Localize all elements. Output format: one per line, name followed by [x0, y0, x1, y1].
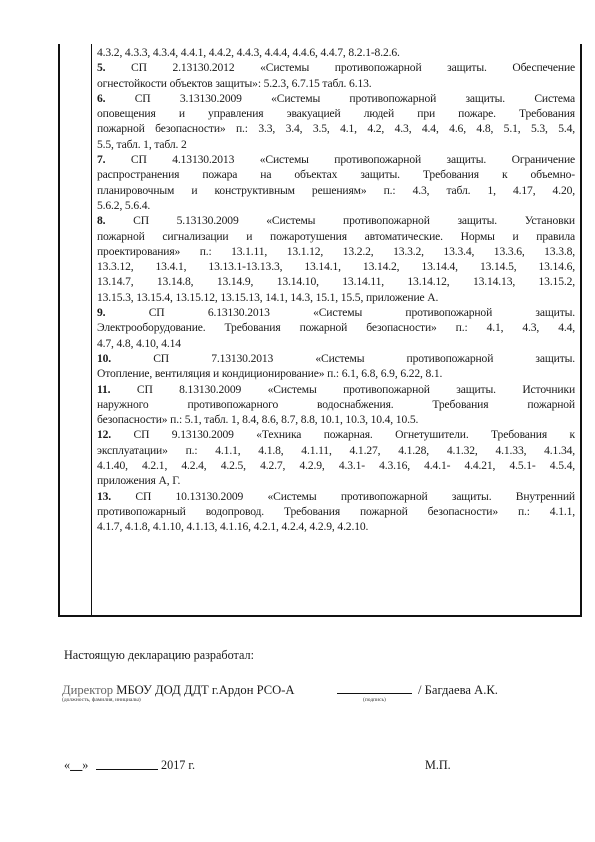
item-number: 10. [97, 351, 112, 365]
list-item-heading [97, 489, 575, 504]
list-item-line [97, 458, 575, 473]
item-number: 11. [97, 382, 111, 396]
table-column-divider [91, 44, 92, 617]
list-item-heading [97, 351, 575, 366]
list-item-line [97, 45, 575, 60]
item-text: СП 5.13130.2009 «Системы противопожарной защиты. Установки [105, 214, 575, 228]
item-number: 8. [97, 214, 106, 228]
list-item-line [97, 106, 575, 121]
item-text: пожарной безопасности» п.: 3.3, 3.4, 3.5, 4.1, 4.2, 4.3, 4.4, 4.6, 4.8, 5.1, 5.3, 5.4, [97, 122, 575, 136]
date-year: 2017 г. [161, 758, 196, 772]
director-role: Директор [62, 683, 114, 697]
list-item-line [97, 121, 575, 136]
list-item-line [97, 183, 575, 198]
item-text: 13.15.3, 13.15.4, 13.15.12, 13.15.13, 14.1, 14.3, 15.1, 15.5, приложение А. [97, 290, 439, 304]
list-item-line [97, 519, 575, 534]
item-text: 4.3.2, 4.3.3, 4.3.4, 4.4.1, 4.4.2, 4.4.3, 4.4.4, 4.4.6, 4.4.7, 8.2.1-8.2.6. [97, 46, 400, 59]
list-item-heading [97, 152, 575, 167]
list-item-heading [97, 305, 575, 320]
item-text: противопожарный водопровод. Требования пожарной безопасности» п.: 4.1.1, [97, 504, 575, 518]
item-number: 12. [97, 428, 112, 442]
list-item-line [97, 76, 575, 91]
item-number: 6. [97, 91, 106, 105]
list-item-heading [97, 213, 575, 228]
item-text: планировочным и конструктивным решениям» п.: 4.3, табл. 1, 4.17, 4.20, [97, 183, 575, 197]
list-item-line [97, 412, 575, 427]
item-text: СП 9.13130.2009 «Техника пожарная. Огнетушители. Требования к [111, 428, 575, 442]
item-text: приложения А, Г. [97, 474, 181, 488]
item-text: безопасности» п.: 5.1, табл. 1, 8.4, 8.6, 8.7, 8.8, 10.1, 10.3, 10.4, 10.5. [97, 413, 419, 427]
item-text: проектирования» п.: 13.1.11, 13.1.12, 13.2.2, 13.3.2, 13.3.4, 13.3.6, 13.3.8, [97, 244, 575, 258]
item-text: наружного противопожарного водоснабжения. Требования пожарной [97, 397, 575, 411]
item-text: Электрооборудование. Требования пожарной безопасности» п.: 4.1, 4.3, 4.4, [97, 321, 575, 335]
date-quote-open: « [64, 758, 71, 772]
item-number: 9. [97, 306, 106, 320]
list-item-line [97, 320, 575, 335]
item-text: распространения пожара на объектах защиты. Требования к объемно- [97, 168, 575, 182]
item-text: 13.14.7, 13.14.8, 13.14.9, 13.14.10, 13.14.11, 13.14.12, 13.14.13, 13.15.2, [97, 275, 575, 289]
item-text: огнестойкости объектов защиты»: 5.2.3, 6.7.15 табл. 6.13. [97, 76, 372, 90]
list-item-line [97, 198, 575, 213]
item-text: СП 2.13130.2012 «Системы противопожарной защиты. Обеспечение [105, 61, 575, 75]
item-text: СП 7.13130.2013 «Системы противопожарной защиты. [111, 351, 575, 365]
signature-caption: (подпись) [363, 697, 386, 703]
item-text: СП 10.13130.2009 «Системы противопожарной защиты. Внутренний [111, 489, 575, 503]
list-item-line [97, 443, 575, 458]
list-item-line [97, 274, 575, 289]
item-text: оповещения и управления эвакуацией людей при пожаре. Требования [97, 107, 575, 121]
date-month-line [96, 769, 158, 770]
item-number: 13. [97, 489, 112, 503]
list-item-heading [97, 60, 575, 75]
list-item-line [97, 504, 575, 519]
list-item-line [97, 167, 575, 182]
item-text: СП 8.13130.2009 «Системы противопожарной защиты. Источники [110, 382, 575, 396]
item-text: эксплуатации» п.: 4.1.1, 4.1.8, 4.1.11, 4.1.27, 4.1.28, 4.1.32, 4.1.33, 4.1.34, [97, 443, 575, 457]
list-item-line [97, 473, 575, 488]
item-text: пожарной сигнализации и пожаротушения автоматические. Нормы и правила [97, 229, 575, 243]
list-item-line [97, 137, 575, 152]
list-item-line [97, 244, 575, 259]
list-item-heading [97, 427, 575, 442]
item-text: 5.5, табл. 1, табл. 2 [97, 137, 187, 151]
list-item-line [97, 336, 575, 351]
item-text: СП 4.13130.2013 «Системы противопожарной защиты. Ограничение [105, 153, 575, 167]
list-item-heading [97, 91, 575, 106]
list-item-line [97, 259, 575, 274]
regulations-list [97, 45, 575, 535]
item-text: 5.6.2, 5.6.4. [97, 198, 151, 212]
item-number: 7. [97, 153, 106, 167]
position-caption: (должность, фамилия, инициалы) [62, 697, 141, 703]
item-text: СП 6.13130.2013 «Системы противопожарной защиты. [105, 306, 575, 320]
item-text: Отопление, вентиляция и кондиционирование» п.: 6.1, 6.8, 6.9, 6.22, 8.1. [97, 367, 443, 381]
item-text: 4.1.40, 4.2.1, 4.2.4, 4.2.5, 4.2.7, 4.2.9, 4.3.1- 4.3.16, 4.4.1- 4.4.21, 4.5.1- 4.5.4, [97, 459, 575, 473]
date-field [64, 758, 88, 773]
list-item-heading [97, 382, 575, 397]
item-text: 4.7, 4.8, 4.10, 4.14 [97, 336, 181, 350]
signatory-name: / Багдаева А.К. [418, 683, 498, 697]
list-item-line [97, 290, 575, 305]
list-item-line [97, 366, 575, 381]
date-day-blank: __ [70, 758, 83, 772]
item-number: 5. [97, 61, 106, 75]
list-item-line [97, 229, 575, 244]
stamp-place-label: М.П. [425, 758, 451, 772]
item-text: 13.3.12, 13.4.1, 13.13.1-13.13.3, 13.14.1, 13.14.2, 13.14.4, 13.14.5, 13.14.6, [97, 260, 575, 274]
item-text: СП 3.13130.2009 «Системы противопожарной защиты. Система [105, 91, 575, 105]
director-line [62, 683, 295, 698]
item-text: 4.1.7, 4.1.8, 4.1.10, 4.1.13, 4.1.16, 4.2.1, 4.2.4, 4.2.9, 4.2.10. [97, 520, 369, 534]
developed-by-label: Настоящую декларацию разработал: [64, 648, 255, 662]
list-item-line [97, 397, 575, 412]
date-quote-close: » [82, 758, 89, 772]
signature-line [337, 693, 412, 694]
organization-name: МБОУ ДОД ДДТ г.Ардон РСО-А [113, 683, 295, 697]
